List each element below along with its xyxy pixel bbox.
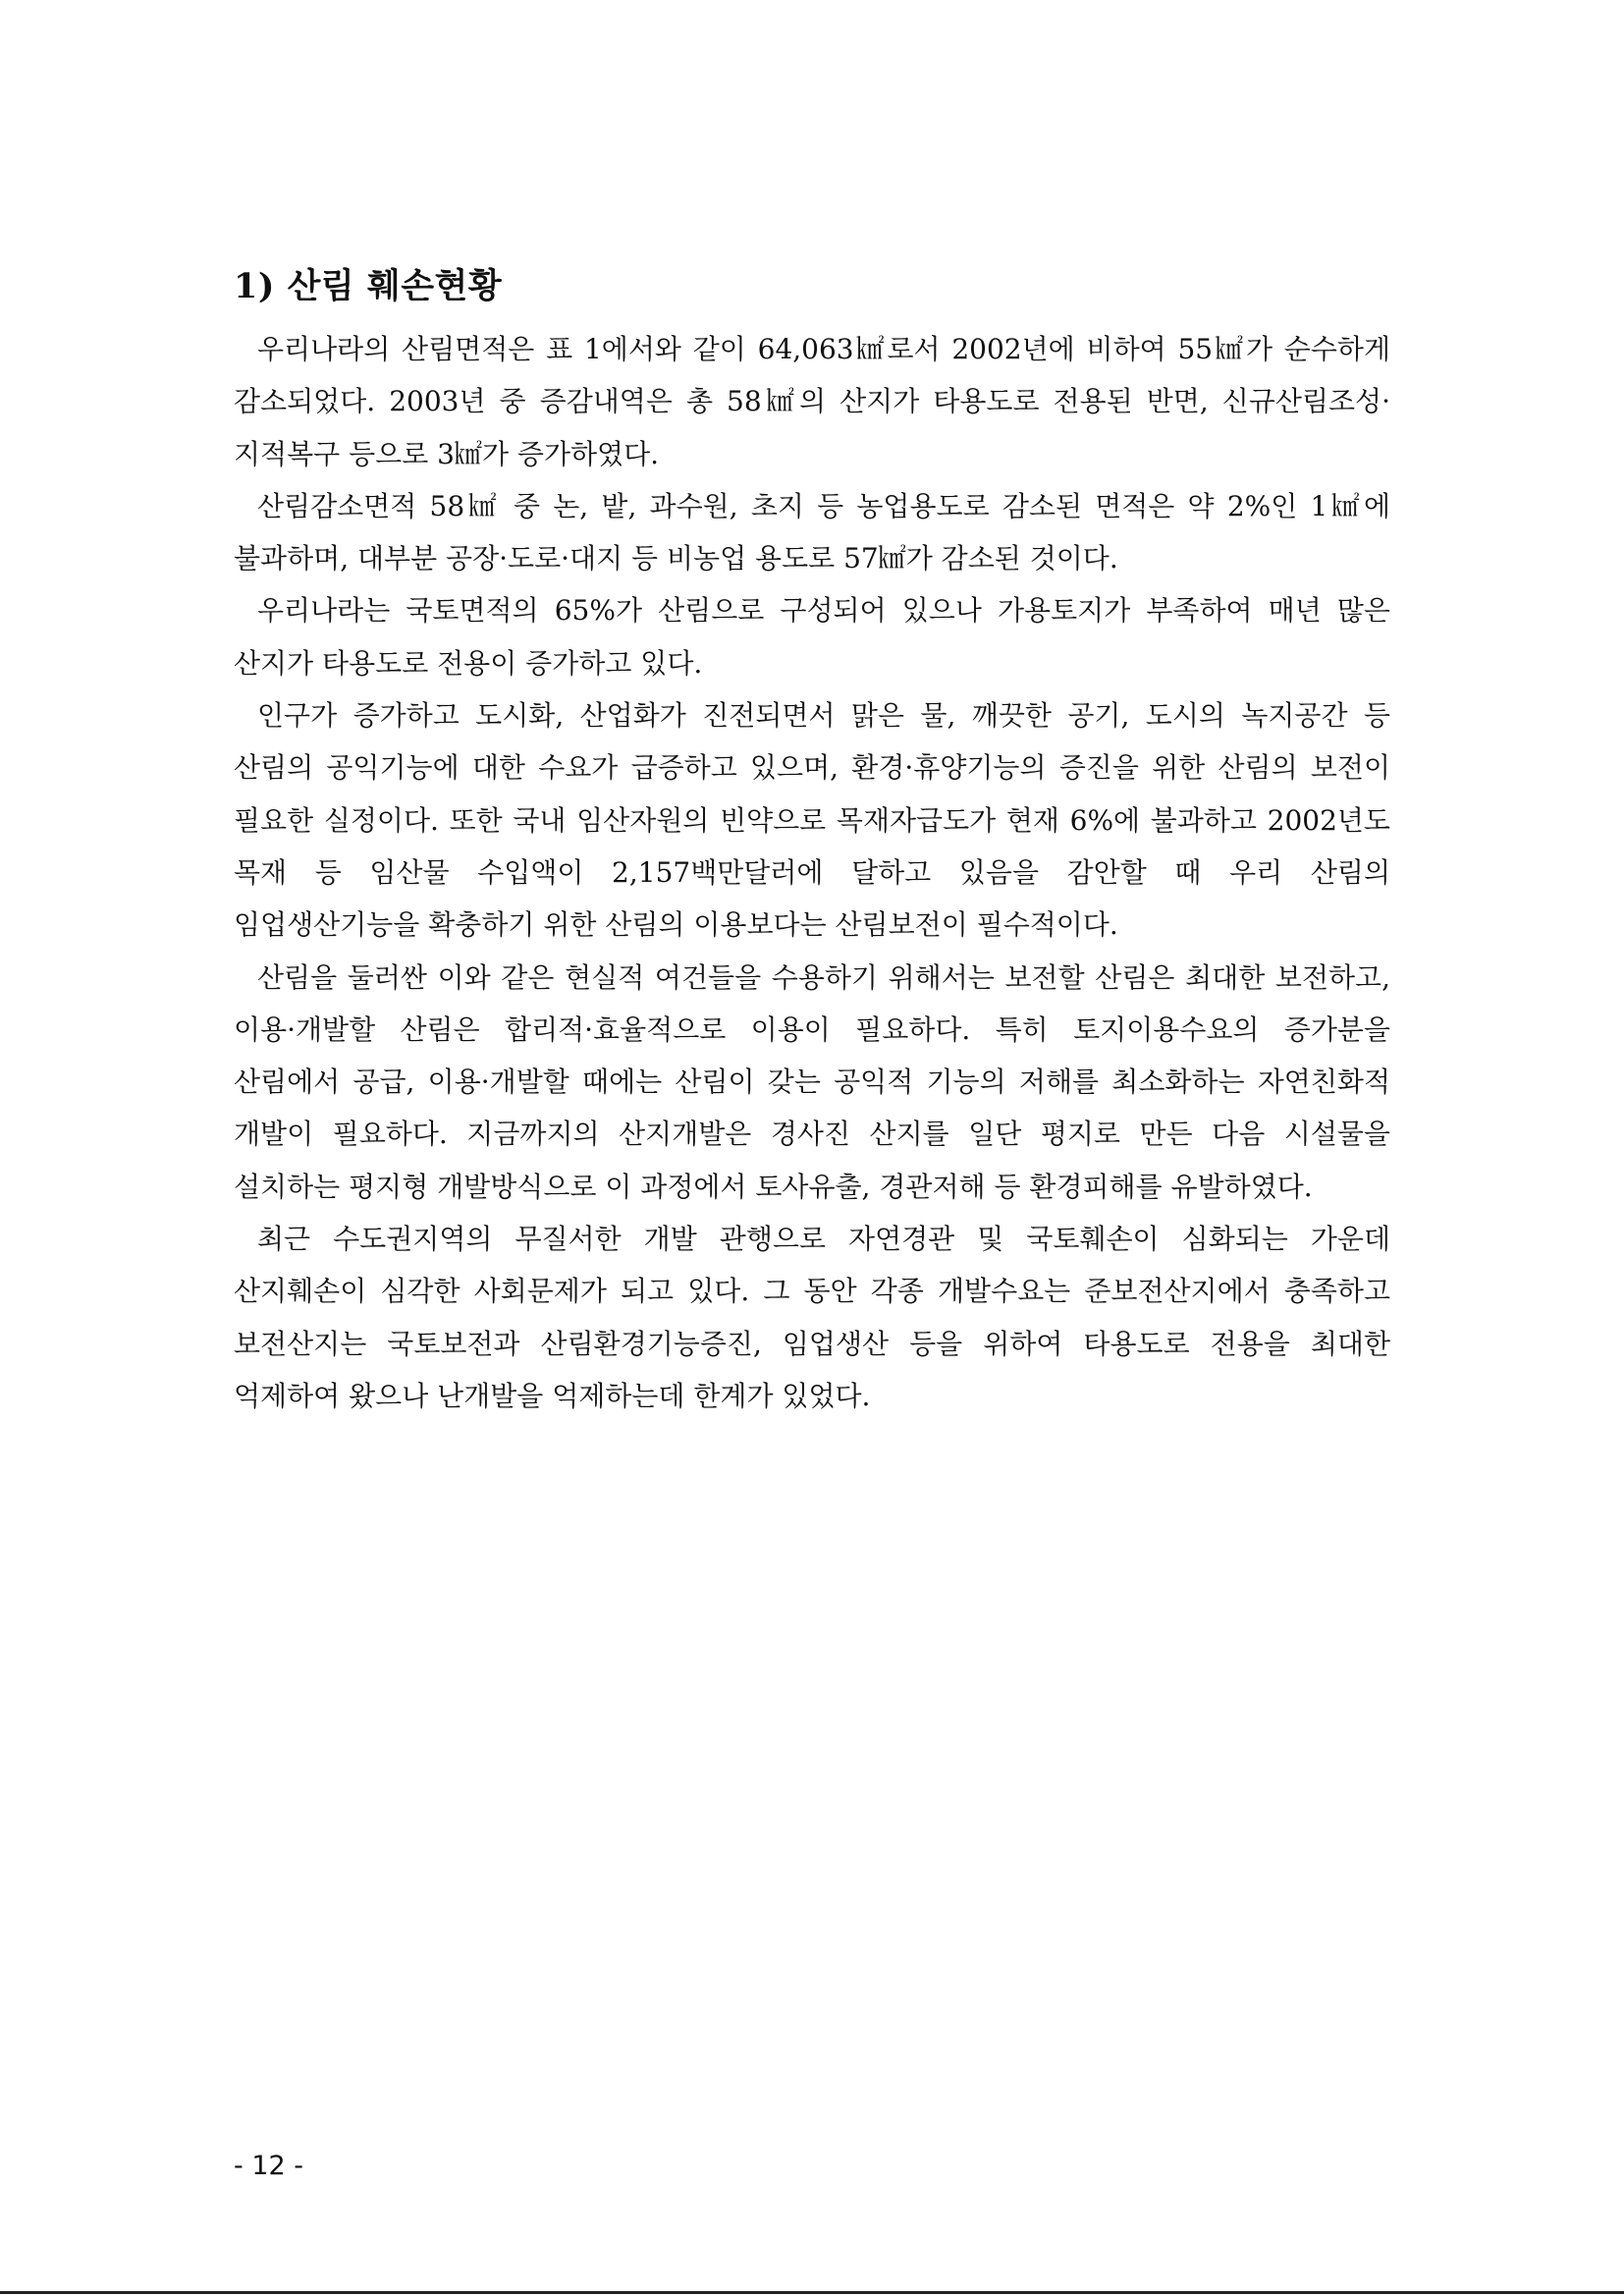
page-number: - 12 -: [234, 2151, 304, 2181]
body-text: [234, 323, 1390, 1422]
paragraph: 산림감소면적 58㎢ 중 논, 밭, 과수원, 초지 등 농업용도로 감소된 면적은 약 2%인 1㎢에 불과하며, 대부분 공장·도로·대지 등 비농업 용도로 57㎢가 감소된 것이다.: [234, 489, 1390, 575]
bottom-divider: [0, 2291, 1624, 2294]
paragraph: 인구가 증가하고 도시화, 산업화가 진전되면서 맑은 물, 깨끗한 공기, 도시의 녹지공간 등 산림의 공익기능에 대한 수요가 급증하고 있으며, 환경·휴양기능의 증진을 위한 산림의 보전이 필요한 실정이다. 또한 국내 임산자원의 빈약으로 목재자급도가 현재 6%에 불과하고 2002년도 목재 등 임산물 수입액이 2,157백만달러에 달하고 있음을 감안할 때 우리 산림의 임업생산기능을 확충하기 위한 산림의 이용보다는 산림보전이 필수적이다.: [234, 699, 1390, 942]
paragraph: 우리나라는 국토면적의 65%가 산림으로 구성되어 있으나 가용토지가 부족하여 매년 많은 산지가 타용도로 전용이 증가하고 있다.: [234, 594, 1390, 680]
paragraph: 최근 수도권지역의 무질서한 개발 관행으로 자연경관 및 국토훼손이 심화되는 가운데 산지훼손이 심각한 사회문제가 되고 있다. 그 동안 각종 개발수요는 준보전산지에서 충족하고 보전산지는 국토보전과 산림환경기능증진, 임업생산 등을 위하여 타용도로 전용을 최대한 억제하여 왔으나 난개발을 억제하는데 한계가 있었다.: [234, 1223, 1390, 1412]
paragraph: 산림을 둘러싼 이와 같은 현실적 여건들을 수용하기 위해서는 보전할 산림은 최대한 보전하고, 이용·개발할 산림은 합리적·효율적으로 이용이 필요하다. 특히 토지이용수요의 증가분을 산림에서 공급, 이용·개발할 때에는 산림이 갖는 공익적 기능의 저해를 최소화하는 자연친화적 개발이 필요하다. 지금까지의 산지개발은 경사진 산지를 일단 평지로 만든 다음 시설물을 설치하는 평지형 개발방식으로 이 과정에서 토사유출, 경관저해 등 환경피해를 유발하였다.: [234, 960, 1390, 1203]
paragraph: 우리나라의 산림면적은 표 1에서와 같이 64,063㎢로서 2002년에 비하여 55㎢가 순수하게 감소되었다. 2003년 중 증감내역은 총 58㎢의 산지가 타용도로 전용된 반면, 신규산림조성·지적복구 등으로 3㎢가 증가하였다.: [234, 333, 1390, 470]
section-heading: 1) 산림 훼손현황: [234, 266, 503, 306]
